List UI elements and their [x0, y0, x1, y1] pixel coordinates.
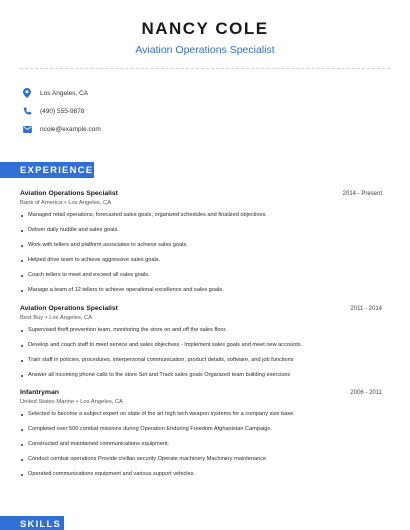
list-item: Managed retail operations, forecasted sales goals, organized schedules and finalized objectives.	[20, 212, 382, 219]
contact-location-text: Los Angeles, CA	[40, 89, 89, 97]
list-item: Conduct combat operations Provide civilian security Operate machinery Machinery maintenance	[20, 456, 382, 463]
phone-icon	[22, 106, 32, 116]
job-title: Aviation Operations Specialist	[20, 190, 118, 197]
job-location: Los Angeles, CA	[49, 315, 93, 321]
list-item: Operated communications equipment and various support vehicles.	[20, 471, 382, 478]
contact-location	[22, 84, 101, 102]
job-bullets	[20, 411, 382, 478]
contact-phone	[22, 102, 101, 120]
job-bullets	[20, 327, 382, 379]
list-item: Develop and coach staff to meet service and sales objectives - Implement sales goals and meet new accounts.	[20, 342, 382, 349]
header-divider	[20, 68, 390, 69]
list-item: Supervised theft prevention team, monitoring the store on and off the sales floor.	[20, 327, 382, 334]
email-icon	[22, 124, 32, 134]
job-dates: 2011 - 2014	[350, 306, 382, 312]
resume-header	[0, 0, 410, 57]
job-entry	[20, 190, 382, 294]
job-location: Los Angeles, CA	[68, 200, 112, 206]
job-location: Los Angeles, CA	[80, 399, 124, 405]
contact-email-text: ncole@example.com	[40, 125, 101, 133]
job-dates: 2014 - Present	[342, 191, 382, 197]
job-dates: 2006 - 2011	[350, 390, 382, 396]
job-entry	[20, 305, 382, 379]
candidate-name: NANCY COLE	[141, 19, 269, 38]
job-title: Infantryman	[20, 389, 59, 396]
experience-heading: EXPERIENCE	[0, 162, 94, 178]
list-item: Deliver daily huddle and sales goals.	[20, 227, 382, 234]
job-entry	[20, 389, 382, 478]
candidate-title: Aviation Operations Specialist	[135, 44, 275, 56]
list-item: Answer all incoming phone calls to the store Set and Track sales goals Organized team building exercises	[20, 372, 382, 379]
location-pin-icon	[22, 88, 32, 98]
list-item: Coach tellers to meet and exceed all sales goals.	[20, 272, 382, 279]
list-item: Constructed and maintained communications equipment.	[20, 441, 382, 448]
list-item: Manage a team of 12 tellers to achieve operational excellence and sales goals.	[20, 287, 382, 294]
job-company: Best Buy	[20, 315, 44, 321]
list-item: Completed over 500 combat missions during Operation Enduring Freedom Afghanistan Campaign.	[20, 426, 382, 433]
job-title: Aviation Operations Specialist	[20, 305, 118, 312]
job-company-line: Best Buy • Los Angeles, CA	[20, 315, 93, 321]
contact-email	[22, 120, 101, 138]
list-item: Train staff in policies, procedures, interpersonal communication, product details, software, and job functions	[20, 357, 382, 364]
job-bullets	[20, 212, 382, 294]
contact-phone-text: (490) 555-9878	[40, 107, 85, 115]
job-company-line: Bank of America • Los Angeles, CA	[20, 200, 112, 206]
skills-heading: SKILLS	[0, 516, 64, 530]
list-item: Selected to become a subject expert on state of the art high tech weapon systems for a company size base.	[20, 411, 382, 418]
job-company-line: United States Marine • Los Angeles, CA	[20, 399, 124, 405]
list-item: Helped drive team to achieve aggressive sales goals.	[20, 257, 382, 264]
job-company: United States Marine	[20, 399, 75, 405]
contact-list	[22, 84, 101, 138]
list-item: Work with tellers and platform associates to achieve sales goals.	[20, 242, 382, 249]
job-company: Bank of America	[20, 200, 63, 206]
